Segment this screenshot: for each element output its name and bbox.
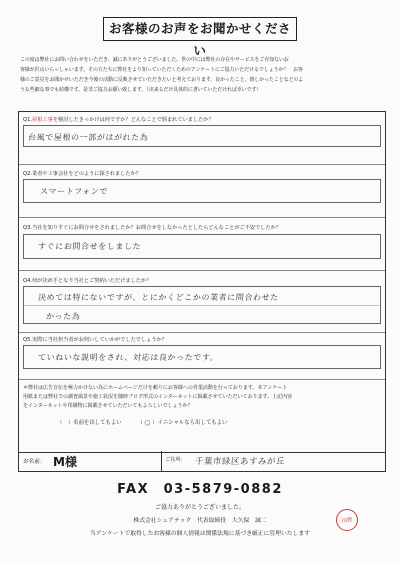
notice-line: をインターネットや印刷物に掲載させていただいてもよろしいでしょうか？: [23, 403, 193, 409]
question-4: Q4.何が決め手となり当社とご契約いただけましたか？: [23, 278, 152, 284]
answer-5-text: ていねいな説明をされ、対応は良かったです。: [37, 353, 219, 362]
question-5: Q5.実際に当社担当者がお伺いしていかがでしたでしょうか？: [23, 337, 167, 343]
privacy-notice: 当アンケートで取得したお客様の個人情報は関係法規に基づき厳正に管理いたします: [90, 531, 310, 537]
publication-notice: [23, 384, 381, 411]
question-3: Q3.当社を知りすぐにお問合せをされましたか？お問合せをしなかったとしたらどんなことがご不安でしたか？: [23, 225, 282, 231]
address-label: ご住所：: [165, 457, 186, 463]
answer-4-box[interactable]: [23, 286, 381, 324]
customer-name[interactable]: M様: [53, 455, 77, 469]
question-1-highlight: 屋根工事: [32, 117, 53, 123]
answer-3-box[interactable]: [23, 234, 381, 259]
seal-text: 田野: [341, 517, 354, 525]
notice-line: ＊弊社は広告宣伝を極力かけない為にホームページだけを頼りにお客様への営業活動を行っております。本アンケート: [23, 385, 288, 391]
answer-2-text: スマートフォンで: [39, 187, 109, 196]
question-1-text: を検討したきっかけは何ですか？どんなことで悩まれていましたか？: [52, 117, 214, 123]
divider: [19, 164, 385, 165]
notice-line: 用紙または弊社での調査風景や施工状況を随時ブログ形式のインターネットに掲載させていただいております。上記内容: [23, 394, 293, 400]
divider: [19, 217, 385, 218]
thanks-text: ご協力ありがとうございました。: [154, 504, 245, 511]
answer-4-line-2: かった為: [45, 312, 81, 321]
company-seal-icon: [336, 509, 358, 531]
intro-line: うな些細な事でも結構です。是非ご協力お願い致します。（出来るだけ具体的に書いていただければ幸いです）: [20, 87, 262, 93]
publication-options: [57, 418, 241, 426]
option-name-ok[interactable]: （ ）名前を出してもよい: [57, 420, 122, 426]
question-1: [23, 116, 381, 123]
intro-text: [20, 55, 382, 95]
answer-5-box[interactable]: [23, 345, 381, 369]
intro-line: この度は弊社にお問い合わせをいただき、誠にありがとうございました。世の中には弊社の存在やサービスをご存知ないお: [20, 57, 289, 63]
divider: [19, 332, 385, 333]
answer-4-line-1: 決めては特にないですが、とにかくどこかの業者に問合わせた: [37, 293, 280, 302]
company-name: 株式会社シェアテック 代表取締役 大久保 誠二: [133, 518, 267, 524]
divider: [19, 270, 385, 271]
customer-info-row: [18, 451, 386, 472]
divider: [19, 379, 385, 380]
question-1-prefix: Q1.: [23, 117, 33, 123]
question-2: Q2.業者や工事会社をどのように探されましたか？: [23, 171, 141, 177]
answer-1-text: 台風で屋根の一部がはがれた為: [27, 133, 149, 142]
answer-2-box[interactable]: [23, 179, 381, 203]
name-label: お名前：: [23, 459, 46, 465]
answer-1-box[interactable]: [23, 125, 381, 147]
answer-3-text: すぐにお問合せをしました: [37, 242, 142, 251]
customer-address[interactable]: 千葉市緑区あすみが丘: [194, 457, 286, 467]
fax-number: FAX 03-5879-0882: [117, 482, 283, 497]
page-title: お客様のお声をお聞かせください: [103, 17, 297, 41]
option-initial-ok[interactable]: （ ◯ ）イニシャルなら出してもよい: [137, 420, 228, 426]
intro-line: 客様が沢山いらっしゃいます。その方たちに弊社をより知っていただくためのアンケートにご協力いただけるでしょうか？ お客: [20, 67, 303, 73]
divider: [161, 451, 162, 471]
intro-line: 様のご意見をお聞かせいただき今後の活動に反映させていただきたいと考えております。良かったこと、嬉しかったことなどのよ: [20, 77, 304, 83]
survey-form: [18, 111, 386, 453]
